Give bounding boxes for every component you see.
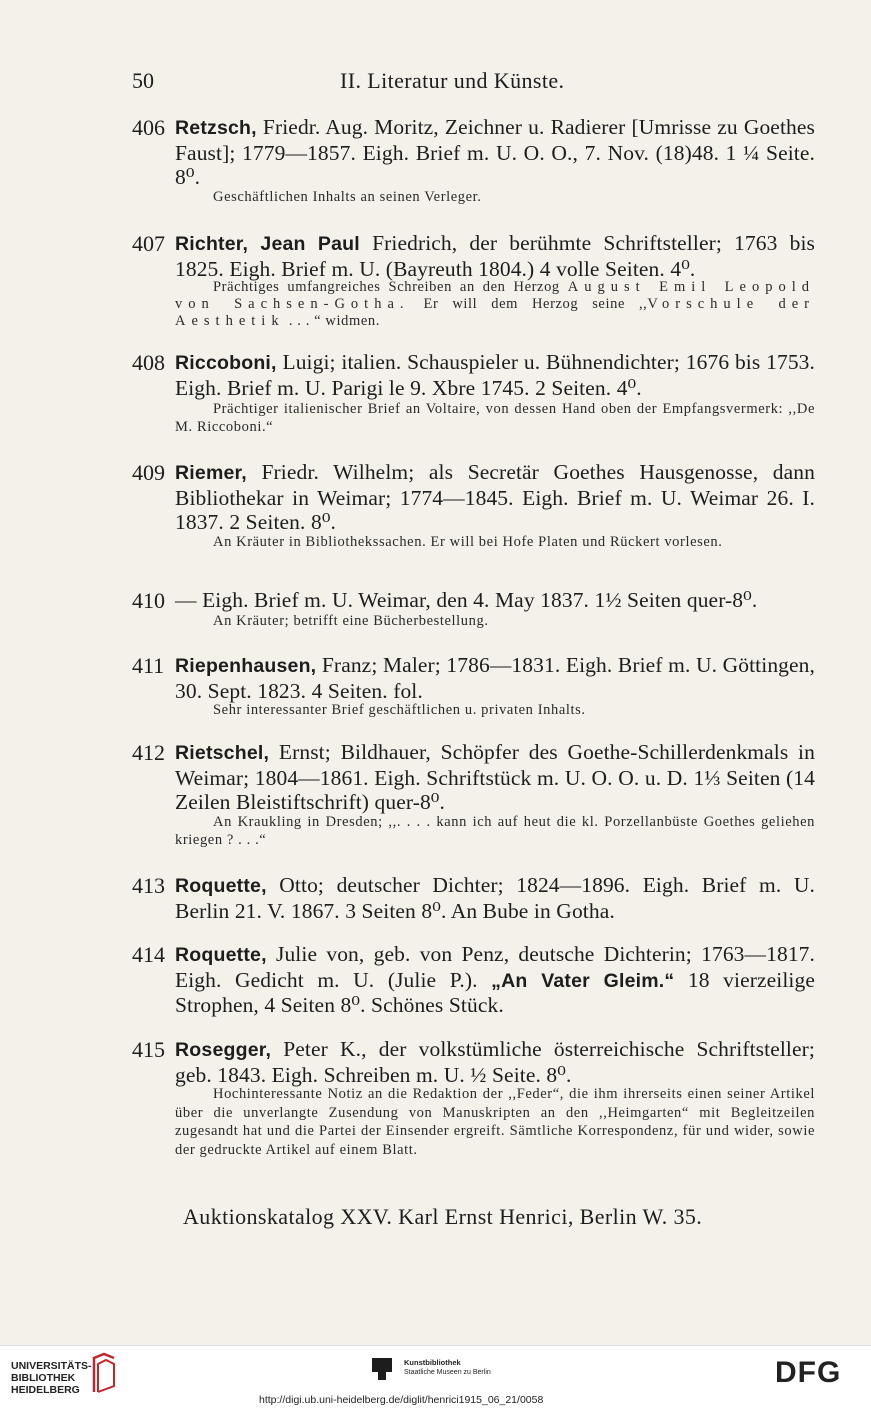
lot-text: Otto; deutscher Dichter; 1824—1896. Eigh. Brief m. U. Berlin 21. V. 1867. 3 Seiten 8⁰. An Bube in Gotha. — [175, 873, 815, 923]
lot-note: Hochinteressante Notiz an die Redaktion der ,,Feder“, die ihm ihrerseits einen seiner Artikel über die unverlangte Zusendung von Manuskripten an den ,,Heimgarten“ mit Begleitzeilen zugesandt hat und die Partei der Einsender ergreift. Sämtliche Korrespondenz, für und wider, sowie der gedruckte Artikel auf einem Blatt. — [175, 1086, 815, 1158]
lot-number: 412 — [132, 740, 165, 765]
lot-number: 415 — [132, 1037, 165, 1062]
kb-subtitle: Staatliche Museen zu Berlin — [404, 1369, 491, 1376]
person-name: Richter, Jean Paul — [175, 233, 360, 255]
lot-number: 409 — [132, 460, 165, 485]
lot-text: Ernst; Bildhauer, Schöpfer des Goethe-Schillerdenkmals in Weimar; 1804—1861. Eigh. Schriftstück m. U. O. O. u. D. 1⅓ Seiten (14 Zeilen Bleistiftschrift) quer-8⁰. — [175, 740, 815, 814]
lot-text: — Eigh. Brief m. U. Weimar, den 4. May 1837. 1½ Seiten quer-8⁰. — [175, 588, 758, 612]
university-library-label — [11, 1360, 92, 1396]
lot-description — [175, 231, 815, 281]
lot-note: An Kräuter in Bibliothekssachen. Er will bei Hofe Platen und Rückert vorlesen. — [213, 534, 723, 550]
person-name: Roquette, — [175, 944, 267, 966]
person-name: Riemer, — [175, 462, 247, 484]
running-title: II. Literatur und Künste. — [340, 68, 565, 93]
lot-text: Franz; Maler; 1786—1831. Eigh. Brief m. U. Göttingen, 30. Sept. 1823. 4 Seiten. fol. — [175, 653, 815, 703]
kunstbibliothek-label — [404, 1358, 491, 1377]
person-name: Rosegger, — [175, 1039, 272, 1061]
kb-title: Kunstbibliothek — [404, 1358, 461, 1367]
lot-note: An Kraukling in Dresden; ,,. . . . kann ich auf heut die kl. Porzellanbüste Goethes geliehen kriegen ? . . .“ — [175, 814, 815, 848]
lot-description — [175, 1037, 815, 1087]
kunstbibliothek-logo-icon — [372, 1358, 392, 1380]
note-part: . . . “ widmen. — [288, 313, 380, 329]
lot-text: Friedr. Aug. Moritz, Zeichner u. Radierer [Umrisse zu Goethes Faust]; 1779—1857. Eigh. Brief m. U. O. O., 7. Nov. (18)48. 1 ¼ Seite. 8⁰. — [175, 115, 815, 189]
lot-number: 407 — [132, 231, 165, 256]
lot-description — [175, 115, 815, 190]
person-name: Riccoboni, — [175, 352, 277, 374]
lot-number: 414 — [132, 942, 165, 967]
university-line: UNIVERSITÄTS- — [11, 1360, 92, 1372]
lot-number: 413 — [132, 873, 165, 898]
permalink[interactable]: http://digi.ub.uni-heidelberg.de/diglit/henrici1915_06_21/0058 — [259, 1394, 544, 1406]
lot-description — [175, 588, 815, 613]
note-part: Prächtiges umfangreiches Schreiben an den Herzog — [213, 279, 560, 295]
lot-number: 408 — [132, 350, 165, 375]
lot-text: 18 vierzeilige Strophen, 4 Seiten 8⁰. Schönes Stück. — [175, 967, 815, 1017]
lot-text: Luigi; italien. Schauspieler u. Bühnendichter; 1676 bis 1753. Eigh. Brief m. U. Parigi le 9. Xbre 1745. 2 Seiten. 4⁰. — [175, 350, 816, 400]
person-name: Rietschel, — [175, 742, 270, 764]
university-logo-icon — [92, 1352, 116, 1394]
lot-description — [175, 350, 815, 400]
lot-description — [175, 873, 815, 923]
person-name: Retzsch, — [175, 117, 257, 139]
note-spaced: Vorschule der Aesthetik — [175, 296, 816, 329]
lot-description — [175, 942, 815, 1018]
lot-number: 410 — [132, 588, 165, 613]
lot-description — [175, 740, 815, 815]
poem-title: „An Vater Gleim.“ — [491, 969, 675, 992]
note-spaced: August Emil Leopold von Sachsen-Gotha. — [175, 279, 815, 312]
lot-number: 411 — [132, 653, 165, 678]
lot-note: An Kräuter; betrifft eine Bücherbestellung. — [213, 613, 489, 629]
page-number: 50 — [132, 68, 154, 93]
lot-text: Friedrich, der berühmte Schriftsteller; 1763 bis 1825. Eigh. Brief m. U. (Bayreuth 1804.) 4 volle Seiten. 4⁰. — [175, 231, 815, 281]
note-part: Er will dem Herzog seine ,, — [423, 296, 648, 312]
lot-note: Prächtiger italienischer Brief an Voltaire, von dessen Hand oben der Empfangsvermerk: ,,De M. Riccoboni.“ — [175, 401, 815, 435]
lot-text: Friedr. Wilhelm; als Secretär Goethes Hausgenosse, dann Bibliothekar in Weimar; 1774—1845. Eigh. Brief m. U. Weimar 26. I. 1837. 2 Seiten. 8⁰. — [175, 460, 815, 534]
lot-text: Julie von, geb. von Penz, deutsche Dichterin; 1763—1817. Eigh. Gedicht m. U. (Julie P.). — [175, 942, 815, 992]
dfg-logo: DFG — [775, 1356, 842, 1389]
university-line: BIBLIOTHEK — [11, 1372, 76, 1384]
lot-description — [175, 653, 815, 703]
lot-note: Sehr interessanter Brief geschäftlichen u. privaten Inhalts. — [213, 702, 586, 718]
catalog-footer: Auktionskatalog XXV. Karl Ernst Henrici, Berlin W. 35. — [183, 1204, 703, 1229]
person-name: Roquette, — [175, 875, 267, 897]
person-name: Riepenhausen, — [175, 655, 317, 677]
lot-number: 406 — [132, 115, 165, 140]
lot-text: Peter K., der volkstümliche österreichische Schriftsteller; geb. 1843. Eigh. Schreiben m. U. ½ Seite. 8⁰. — [175, 1037, 815, 1087]
lot-description — [175, 460, 815, 535]
lot-note — [175, 279, 815, 330]
university-line: HEIDELBERG — [11, 1384, 80, 1396]
lot-note: Geschäftlichen Inhalts an seinen Verleger. — [213, 189, 482, 205]
